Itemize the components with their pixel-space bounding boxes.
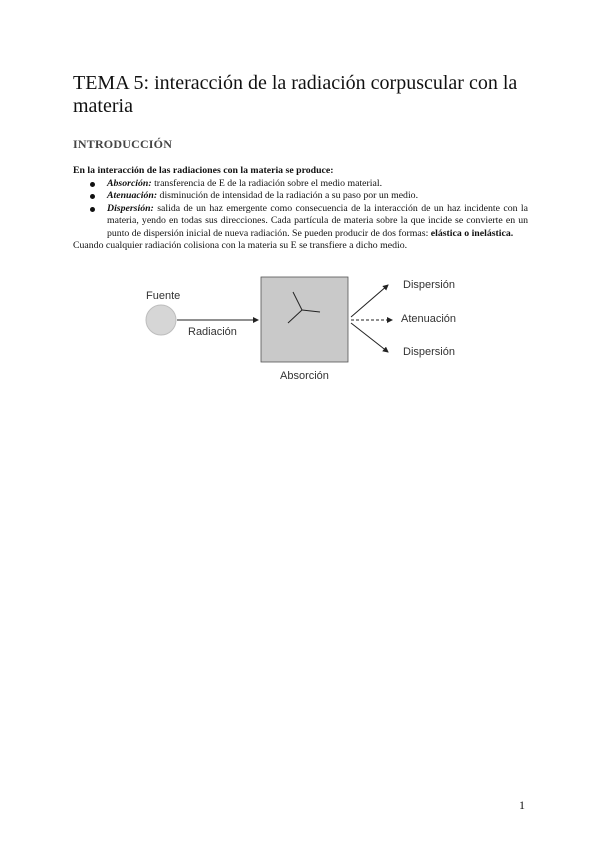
definition-term: Dispersión: — [107, 202, 154, 214]
output-label-dispersion: Dispersión — [403, 279, 455, 291]
radiation-source — [146, 305, 176, 335]
body-text — [73, 165, 528, 253]
interaction-diagram — [140, 272, 480, 387]
bullet-icon — [90, 194, 95, 199]
definition-list — [73, 178, 528, 241]
definition-text: transferencia de E de la radiación sobre el medio material. — [151, 177, 383, 189]
definition-term: Atenuación: — [107, 190, 158, 201]
output-label-attenuation: Atenuación — [401, 313, 457, 325]
scattering-forms: elástica o inelástica. — [430, 227, 514, 239]
source-label: Fuente — [146, 290, 181, 302]
definition-term: Absorción: — [107, 177, 152, 189]
scatter-arrow-down — [351, 323, 388, 352]
scatter-arrow-up — [351, 285, 388, 317]
beam-label: Radiación — [188, 326, 237, 338]
absorbing-medium — [261, 277, 348, 362]
medium-label: Absorción — [280, 370, 329, 382]
intro-sentence: En la interacción de las radiaciones con la materia se produce: — [73, 165, 334, 176]
output-label-dispersion: Dispersión — [403, 346, 455, 358]
document-title: TEMA 5: interacción de la radiación corpuscular con la materia — [73, 72, 518, 117]
definition-text: salida de un haz emergente como consecuencia de la interacción de un haz incidente con la materia, yendo en todas sus direcciones. Cada partícula de materia sobre la que incide se convierte en un punto de dispersión inicial de nueva radiación. Se pueden producir de dos formas: — [107, 202, 528, 239]
bullet-icon — [90, 207, 95, 212]
definition-text: disminución de intensidad de la radiación a su paso por un medio. — [157, 190, 419, 201]
definition-item — [107, 203, 528, 241]
page-number: 1 — [519, 798, 525, 812]
bullet-icon — [90, 182, 95, 187]
closing-sentence: Cuando cualquier radiación colisiona con la materia su E se transfiere a dicho medio. — [73, 240, 408, 251]
definition-item — [107, 178, 528, 191]
definition-item — [107, 190, 528, 203]
section-heading: INTRODUCCIÓN — [73, 137, 173, 151]
